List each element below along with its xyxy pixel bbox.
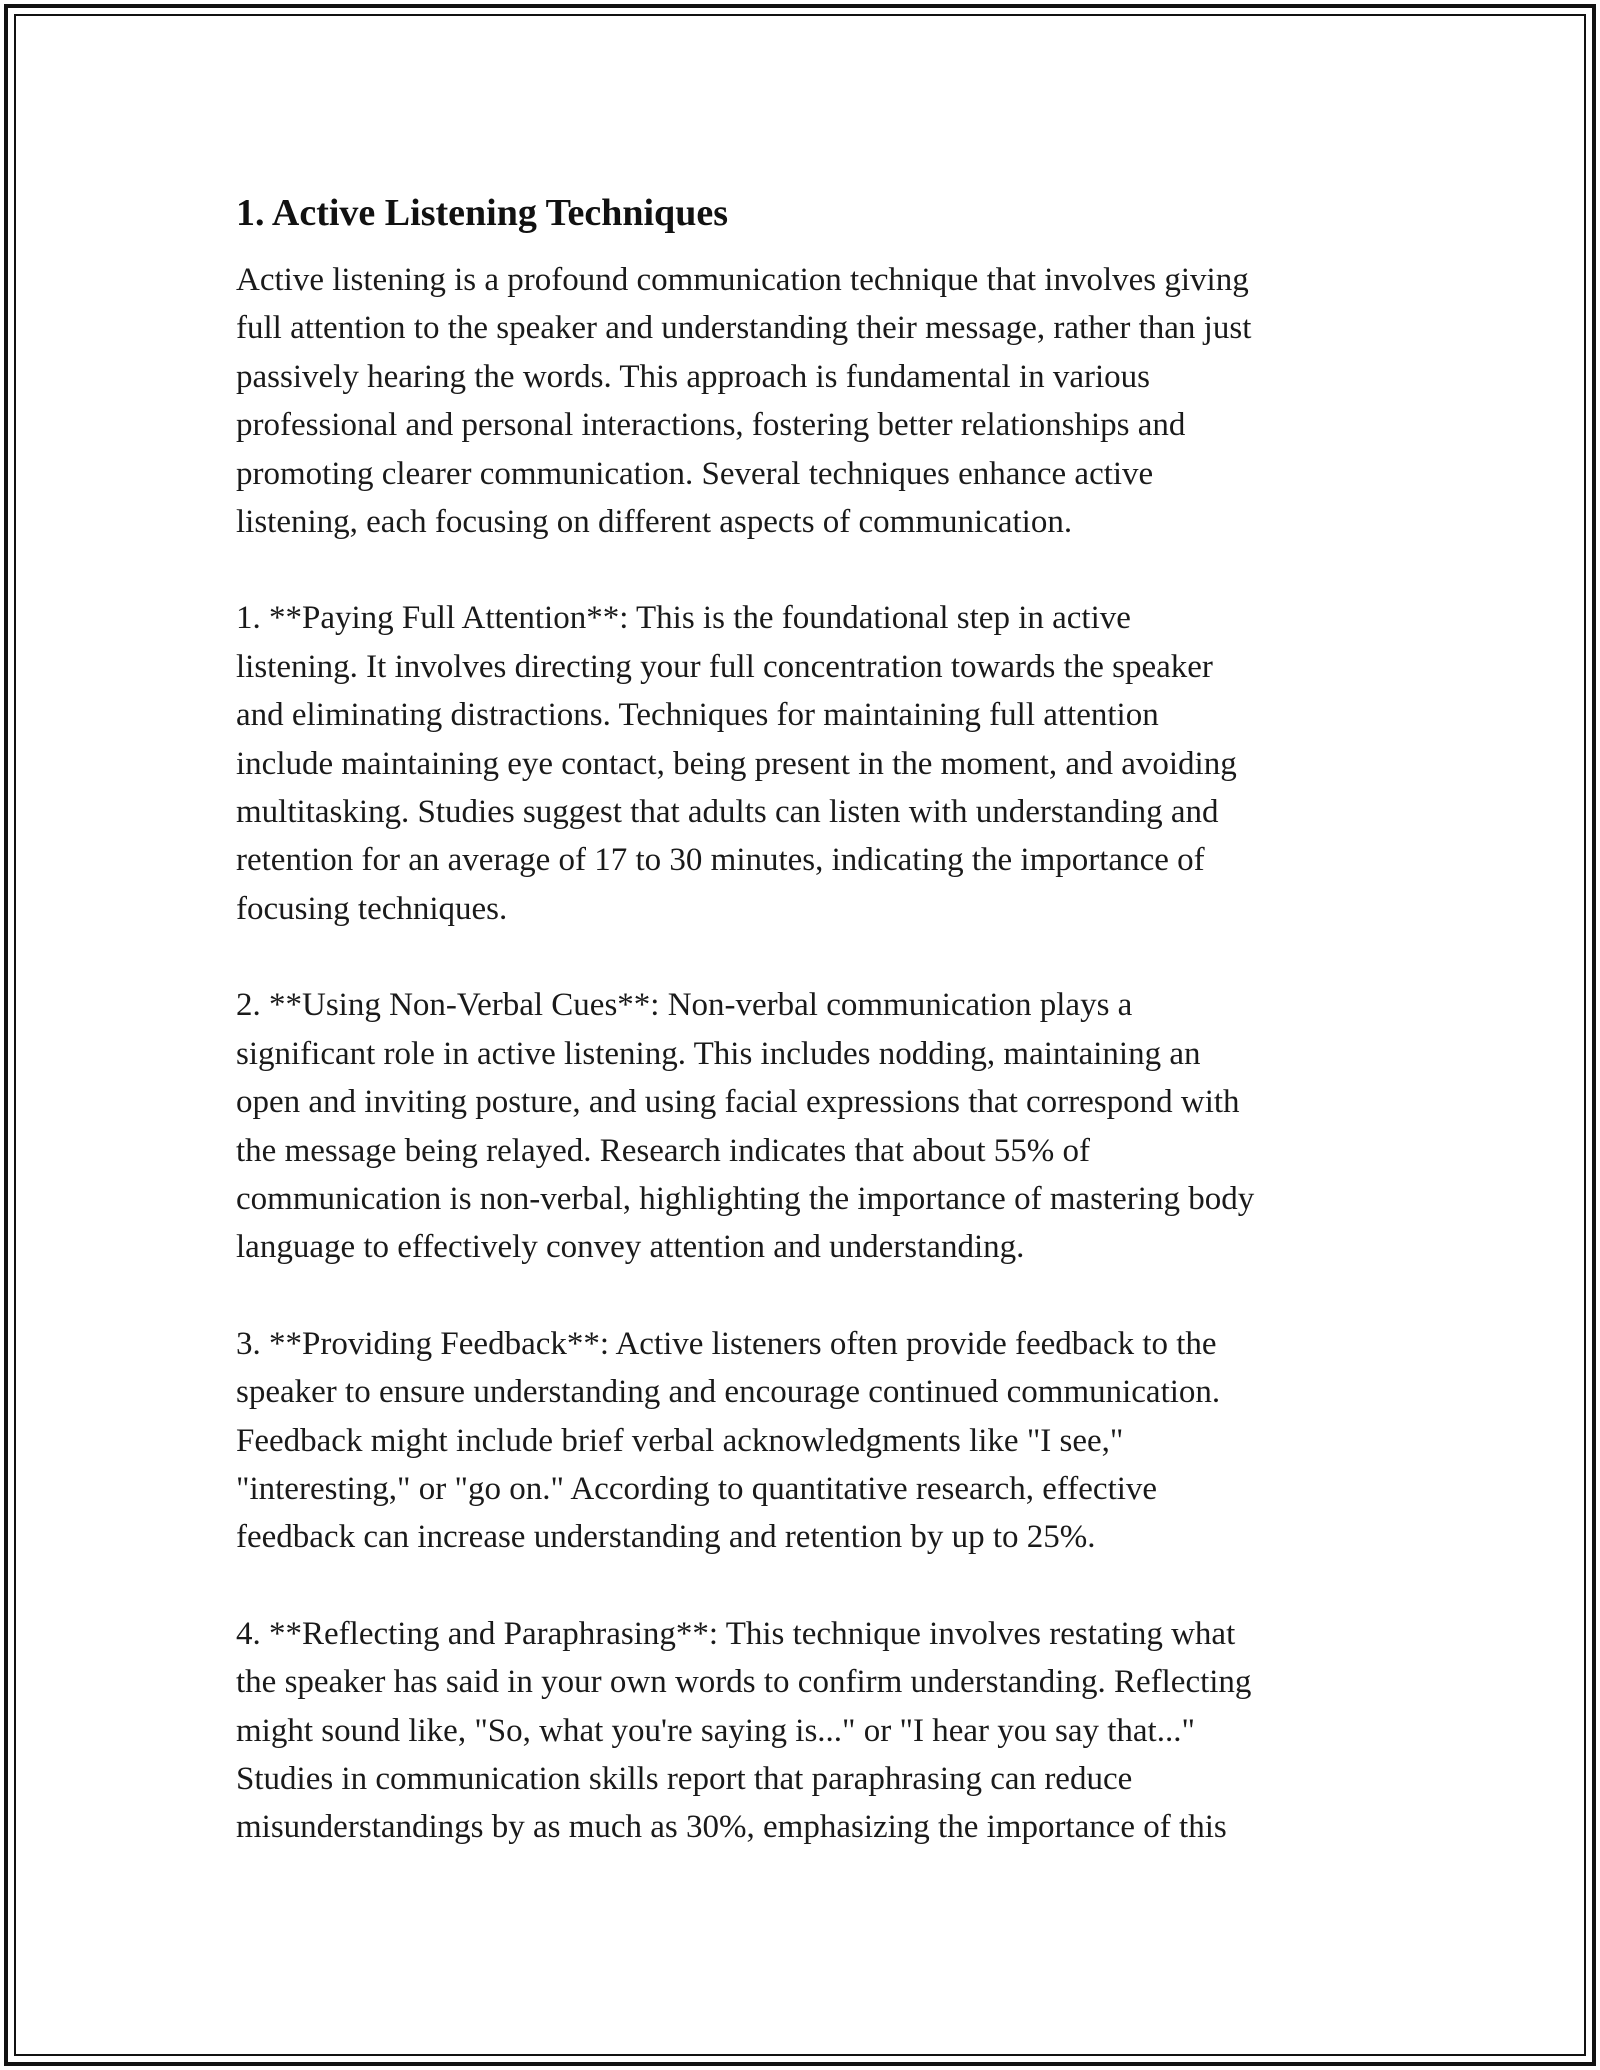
document-body bbox=[236, 188, 1386, 1900]
paragraph-non-verbal-cues: 2. **Using Non-Verbal Cues**: Non-verbal communication plays a significant role in active listening. This includes nodding, maintaining an open and inviting posture, and using facial expressions that correspond with the message being relayed. Research indicates that about 55% of communication is non-verbal, highlighting the importance of mastering body language to effectively convey attention and understanding. bbox=[236, 987, 1255, 1266]
paragraph-paying-full-attention: 1. **Paying Full Attention**: This is the foundational step in active listening. It involves directing your full concentration towards the speaker and eliminating distractions. Techniques for maintaining full attention include maintaining eye contact, being present in the moment, and avoiding multitasking. Studies suggest that adults can listen with understanding and retention for an average of 17 to 30 minutes, indicating the importance of focusing techniques. bbox=[236, 600, 1237, 927]
paragraph-providing-feedback: 3. **Providing Feedback**: Active listeners often provide feedback to the speaker to ensure understanding and encourage continued communication. Feedback might include brief verbal acknowledgments like "I see," "interesting," or "go on." According to quantitative research, effective feedback can increase understanding and retention by up to 25%. bbox=[236, 1325, 1221, 1556]
section-heading: 1. Active Listening Techniques bbox=[236, 192, 728, 234]
intro-paragraph: Active listening is a profound communication technique that involves giving full attention to the speaker and understanding their message, rather than just passively hearing the words. This approach is fundamental in various professional and personal interactions, fostering better relationships and promoting clearer communication. Several techniques enhance active listening, each focusing on different aspects of communication. bbox=[236, 262, 1252, 541]
paragraph-reflecting-paraphrasing: 4. **Reflecting and Paraphrasing**: This technique involves restating what the speaker has said in your own words to confirm understanding. Reflecting might sound like, "So, what you're saying is..." or "I hear you say that..." Studies in communication skills report that paraphrasing can reduce misunderstandings by as much as 30%, emphasizing the importance of this bbox=[236, 1615, 1252, 1846]
